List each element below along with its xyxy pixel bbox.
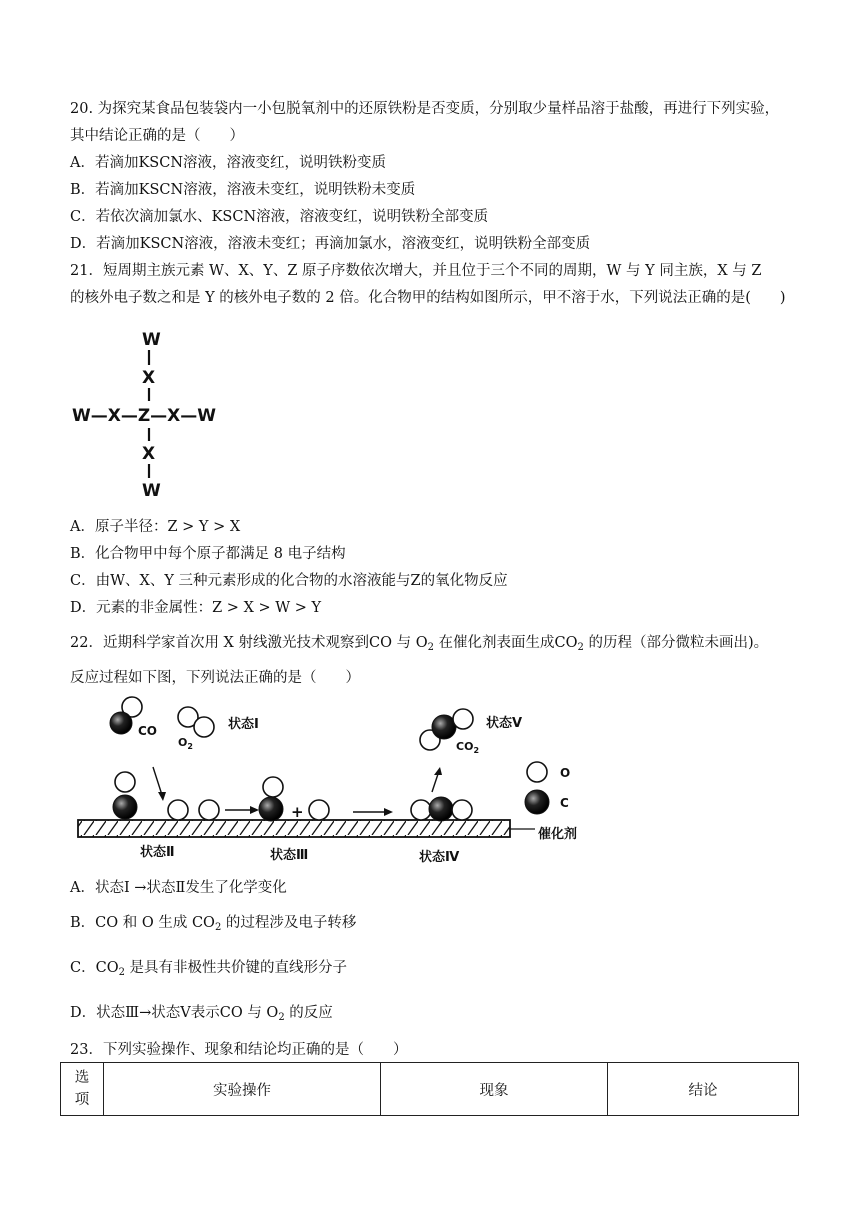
q22-option-c-sub: 2 (118, 967, 125, 978)
state1-label: 状态Ⅰ (228, 717, 259, 732)
q22-stem-post: 的历程（部分微粒未画出)。 (583, 635, 769, 651)
reaction-process-diagram (70, 695, 600, 870)
co-c-atom (110, 712, 132, 734)
q21-option-d: D．元素的非金属性：Z > X > W > Y (70, 600, 322, 616)
header-operation: 实验操作 (104, 1063, 381, 1116)
q21-option-b: B．化合物甲中每个原子都满足 8 电子结构 (70, 546, 346, 562)
s4-c-atom (429, 797, 453, 821)
q22-stem-line1 (70, 633, 768, 658)
q22-stem-mid: 在催化剂表面生成CO (433, 635, 578, 651)
q22-option-d-sub: 2 (278, 1012, 285, 1023)
s2-c-atom (113, 795, 137, 819)
s2-o-atom-3 (199, 800, 219, 820)
header-conclusion: 结论 (608, 1063, 799, 1116)
legend-c-label: C (560, 796, 569, 810)
q22-option-c (70, 958, 347, 983)
co2-label: $CO_2$ (456, 740, 480, 755)
q21-option-a: A．原子半径：Z > Y > X (70, 519, 241, 535)
q22-option-b (70, 913, 356, 938)
q22-stem-sub1: 2 (427, 642, 434, 653)
state3-label: 状态Ⅲ (270, 848, 309, 863)
q22-stem-pre: 22．近期科学家首次用 X 射线激光技术观察到CO 与 O (70, 635, 428, 651)
q22-option-d-post: 的反应 (284, 1005, 333, 1021)
struct-w-top: W (142, 330, 161, 350)
state5-label: 状态Ⅴ (486, 716, 523, 731)
s2-o-atom-2 (168, 800, 188, 820)
q22-stem-sub2: 2 (577, 642, 584, 653)
q22-option-b-post: 的过程涉及电子转移 (221, 915, 357, 931)
struct-w-bottom: W (142, 481, 161, 501)
table-header-row (61, 1063, 799, 1116)
state2-label: 状态Ⅱ (140, 845, 175, 860)
header-option-line2: 项 (74, 1092, 90, 1108)
q23-table (60, 1062, 799, 1116)
o2-atom-2 (194, 717, 214, 737)
q21-stem-line2: 的核外电子数之和是 Y 的核外电子数的 2 倍。化合物甲的结构如图所示，甲不溶于水，下列说法正确的是( ) (70, 290, 786, 306)
q20-stem-line1: 20. 为探究某食品包装袋内一小包脱氧剂中的还原铁粉是否变质，分别取少量样品溶于盐酸，再进行下列实验， (70, 101, 780, 117)
q22-option-b-sub: 2 (214, 922, 222, 933)
legend-o-icon (527, 762, 547, 782)
compound-structure-diagram (70, 328, 240, 503)
struct-x-bottom: X (142, 444, 156, 464)
q20-option-b: B．若滴加KSCN溶液，溶液未变红，说明铁粉未变质 (70, 182, 416, 198)
catalyst-label: 催化剂 (538, 827, 578, 842)
q21-stem-line1: 21．短周期主族元素 W、X、Y、Z 原子序数依次增大，并且位于三个不同的周期，W 与 Y 同主族，X 与 Z (70, 263, 762, 279)
struct-center-row: W—X—Z—X—W (72, 406, 217, 426)
q23-stem: 23．下列实验操作、现象和结论均正确的是（ ） (70, 1042, 408, 1058)
s3-c-atom (259, 797, 283, 821)
q22-option-b-pre: B．CO 和 O 生成 CO (70, 915, 215, 931)
legend-c-icon (525, 790, 549, 814)
co-label: CO (138, 724, 158, 738)
struct-x-top: X (142, 368, 156, 388)
header-phenomenon: 现象 (381, 1063, 608, 1116)
s2-o-atom (115, 772, 135, 792)
q22-option-c-post: 是具有非极性共价键的直线形分子 (124, 960, 348, 976)
q20-option-d: D．若滴加KSCN溶液，溶液未变红；再滴加氯水，溶液变红，说明铁粉全部变质 (70, 236, 591, 252)
co2-o-atom-2 (453, 709, 473, 729)
q20-option-a: A．若滴加KSCN溶液，溶液变红，说明铁粉变质 (70, 155, 387, 171)
s4-o-atom-2 (452, 800, 472, 820)
q20-stem-line2: 其中结论正确的是（ ） (70, 128, 244, 144)
q22-option-d (70, 1003, 333, 1028)
s4-o-atom-1 (411, 800, 431, 820)
catalyst-surface (78, 820, 510, 837)
header-option-line1: 选 (74, 1070, 90, 1086)
q22-option-c-pre: C．CO (70, 960, 119, 976)
q21-option-c: C．由W、X、Y 三种元素形成的化合物的水溶液能与Z的氧化物反应 (70, 573, 508, 589)
o2-label: $O_2$ (178, 736, 193, 751)
plus-sign: + (291, 803, 304, 821)
q22-stem-line2: 反应过程如下图，下列说法正确的是（ ） (70, 670, 360, 686)
state4-label: 状态Ⅳ (419, 850, 460, 865)
q22-option-d-pre: D．状态Ⅲ→状态Ⅴ表示CO 与 O (70, 1005, 279, 1021)
s3-o-single (309, 800, 329, 820)
s3-o-atom (263, 777, 283, 797)
q22-option-a: A．状态Ⅰ →状态Ⅱ发生了化学变化 (70, 880, 287, 896)
legend-o-label: O (560, 766, 571, 780)
header-option (61, 1063, 104, 1116)
q20-option-c: C．若依次滴加氯水、KSCN溶液，溶液变红，说明铁粉全部变质 (70, 209, 489, 225)
